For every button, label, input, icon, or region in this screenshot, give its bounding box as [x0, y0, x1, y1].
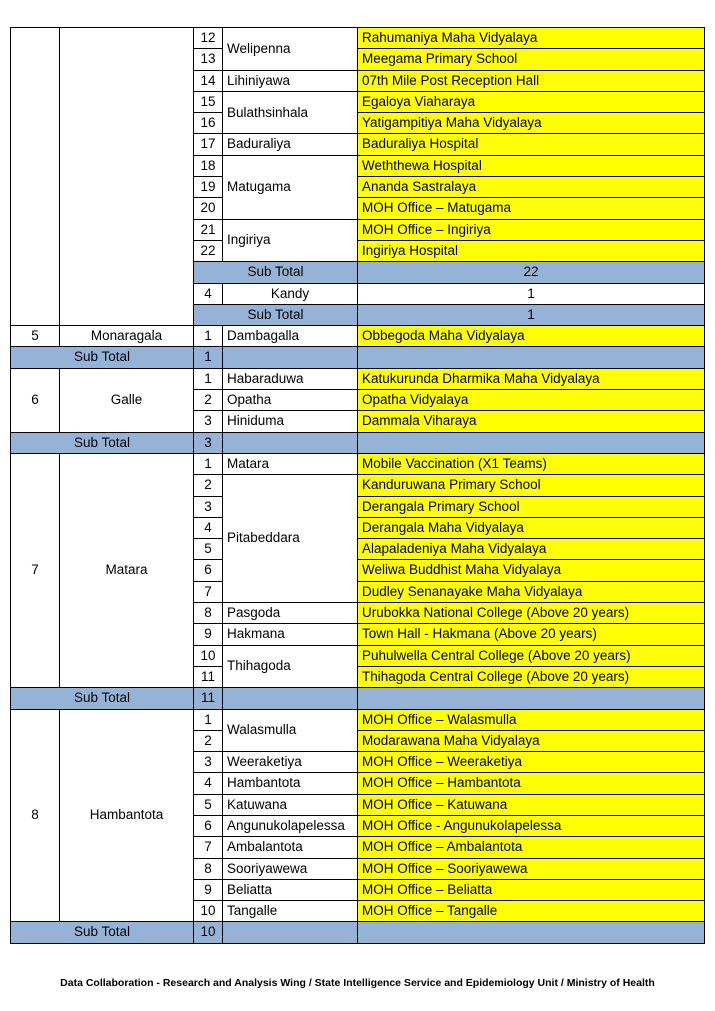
vaccination-location-cell: Urubokka National College (Above 20 years) [358, 603, 705, 624]
vaccination-location-cell: MOH Office – Tangalle [358, 901, 705, 922]
district-name-cell: Monaragala [60, 326, 194, 347]
moh-area-cell: Tangalle [223, 901, 358, 922]
vaccination-location-cell: Puhulwella Central College (Above 20 years) [358, 645, 705, 666]
centre-number-cell: 20 [194, 198, 223, 219]
vaccination-location-cell: MOH Office - Angunukolapelessa [358, 815, 705, 836]
centre-number-cell: 1 [194, 709, 223, 730]
vaccination-location-cell: Mobile Vaccination (X1 Teams) [358, 453, 705, 474]
moh-area-cell: Hakmana [223, 624, 358, 645]
subtotal-empty-cell [223, 347, 358, 368]
subtotal-count: 22 [358, 262, 705, 283]
vaccination-location-cell: Ananda Sastralaya [358, 177, 705, 198]
centre-number-cell: 4 [194, 773, 223, 794]
vaccination-centres-table [10, 27, 705, 944]
moh-area-cell: Thihagoda [223, 645, 358, 688]
subtotal-empty-cell [358, 922, 705, 943]
district-name-cell: Galle [60, 368, 194, 432]
subtotal-empty-cell [223, 922, 358, 943]
district-number-cell: 4 [194, 283, 223, 304]
vaccination-location-cell: Derangala Maha Vidyalaya [358, 517, 705, 538]
centre-number-cell: 5 [194, 794, 223, 815]
district-name-cell: Hambantota [60, 709, 194, 922]
centre-number-cell: 4 [194, 517, 223, 538]
subtotal-label: Sub Total [11, 688, 194, 709]
vaccination-location-cell: MOH Office – Matugama [358, 198, 705, 219]
moh-area-cell: Ingiriya [223, 219, 358, 262]
vaccination-location-cell: MOH Office – Ingiriya [358, 219, 705, 240]
moh-area-cell: Welipenna [223, 28, 358, 71]
centre-number-cell: 10 [194, 901, 223, 922]
centre-number-cell: 13 [194, 49, 223, 70]
centre-number-cell: 1 [194, 326, 223, 347]
vaccination-location-cell: Weththewa Hospital [358, 155, 705, 176]
centre-number-cell: 1 [358, 283, 705, 304]
vaccination-location-cell: Egaloya Viaharaya [358, 91, 705, 112]
moh-area-cell: Sooriyawewa [223, 858, 358, 879]
subtotal-row [11, 347, 705, 368]
centre-number-cell: 3 [194, 496, 223, 517]
vaccination-location-cell: MOH Office – Katuwana [358, 794, 705, 815]
centre-number-cell: 8 [194, 603, 223, 624]
moh-area-cell: Katuwana [223, 794, 358, 815]
moh-area-cell: Pasgoda [223, 603, 358, 624]
centre-number-cell: 3 [194, 752, 223, 773]
vaccination-location-cell: Obbegoda Maha Vidyalaya [358, 326, 705, 347]
vaccination-location-cell: Ingiriya Hospital [358, 240, 705, 261]
vaccination-location-cell: Town Hall - Hakmana (Above 20 years) [358, 624, 705, 645]
district-number-cell: 7 [11, 453, 60, 687]
subtotal-count: 10 [194, 922, 223, 943]
subtotal-row [11, 688, 705, 709]
vaccination-location-cell: MOH Office – Walasmulla [358, 709, 705, 730]
table-body [11, 28, 705, 944]
subtotal-label: Sub Total [11, 432, 194, 453]
centre-number-cell: 14 [194, 70, 223, 91]
table-row [11, 28, 705, 49]
district-name-cell: Matara [60, 453, 194, 687]
vaccination-location-cell: Rahumaniya Maha Vidyalaya [358, 28, 705, 49]
moh-area-cell: Hiniduma [223, 411, 358, 432]
centre-number-cell: 6 [194, 815, 223, 836]
moh-area-cell: Lihiniyawa [223, 70, 358, 91]
moh-area-cell: Matugama [223, 155, 358, 219]
vaccination-location-cell: Dudley Senanayake Maha Vidyalaya [358, 581, 705, 602]
vaccination-location-cell: MOH Office – Beliatta [358, 879, 705, 900]
subtotal-count: 3 [194, 432, 223, 453]
centre-number-cell: 9 [194, 879, 223, 900]
subtotal-empty-cell [223, 688, 358, 709]
centre-number-cell: 7 [194, 581, 223, 602]
centre-number-cell: 17 [194, 134, 223, 155]
vaccination-location-cell: MOH Office – Ambalantota [358, 837, 705, 858]
moh-area-cell: Opatha [223, 390, 358, 411]
district-name-cell [60, 28, 194, 326]
vaccination-location-cell: Dammala Viharaya [358, 411, 705, 432]
subtotal-row [11, 922, 705, 943]
centre-number-cell: 16 [194, 113, 223, 134]
centre-number-cell: 1 [194, 368, 223, 389]
subtotal-label: Sub Total [11, 347, 194, 368]
subtotal-empty-cell [358, 688, 705, 709]
centre-number-cell: 21 [194, 219, 223, 240]
centre-number-cell: 15 [194, 91, 223, 112]
vaccination-location-cell: Derangala Primary School [358, 496, 705, 517]
vaccination-location-cell: MOH Office – Weeraketiya [358, 752, 705, 773]
centre-number-cell: 2 [194, 730, 223, 751]
footer-credit: Data Collaboration - Research and Analysis Wing / State Intelligence Service and Epidemiology Unit / Ministry of Health [60, 977, 655, 989]
moh-area-cell: Baduraliya [223, 134, 358, 155]
district-name-cell: Kandy [223, 283, 358, 304]
centre-number-cell: 9 [194, 624, 223, 645]
subtotal-empty-cell [358, 432, 705, 453]
moh-area-cell: Angunukolapelessa [223, 815, 358, 836]
vaccination-location-cell: Thihagoda Central College (Above 20 years) [358, 666, 705, 687]
moh-area-cell: Bulathsinhala [223, 91, 358, 134]
subtotal-empty-cell [358, 347, 705, 368]
subtotal-label: Sub Total [194, 262, 358, 283]
centre-number-cell: 18 [194, 155, 223, 176]
table-row [11, 368, 705, 389]
subtotal-count: 1 [194, 347, 223, 368]
vaccination-location-cell: Alapaladeniya Maha Vidyalaya [358, 539, 705, 560]
centre-number-cell: 11 [194, 666, 223, 687]
moh-area-cell: Hambantota [223, 773, 358, 794]
vaccination-location-cell: MOH Office – Sooriyawewa [358, 858, 705, 879]
moh-area-cell: Weeraketiya [223, 752, 358, 773]
subtotal-label: Sub Total [11, 922, 194, 943]
district-number-cell: 8 [11, 709, 60, 922]
vaccination-location-cell: Baduraliya Hospital [358, 134, 705, 155]
vaccination-location-cell: Kanduruwana Primary School [358, 475, 705, 496]
vaccination-location-cell: 07th Mile Post Reception Hall [358, 70, 705, 91]
centre-number-cell: 7 [194, 837, 223, 858]
district-number-cell: 5 [11, 326, 60, 347]
moh-area-cell: Beliatta [223, 879, 358, 900]
district-number-cell [11, 28, 60, 326]
centre-number-cell: 6 [194, 560, 223, 581]
centre-number-cell: 22 [194, 240, 223, 261]
centre-number-cell: 19 [194, 177, 223, 198]
centre-number-cell: 8 [194, 858, 223, 879]
moh-area-cell: Dambagalla [223, 326, 358, 347]
centre-number-cell: 5 [194, 539, 223, 560]
vaccination-location-cell: MOH Office – Hambantota [358, 773, 705, 794]
centre-number-cell: 2 [194, 475, 223, 496]
vaccination-location-cell: Opatha Vidyalaya [358, 390, 705, 411]
vaccination-location-cell: Katukurunda Dharmika Maha Vidyalaya [358, 368, 705, 389]
moh-area-cell: Habaraduwa [223, 368, 358, 389]
table-row [11, 326, 705, 347]
vaccination-location-cell: Meegama Primary School [358, 49, 705, 70]
subtotal-empty-cell [223, 432, 358, 453]
district-number-cell: 6 [11, 368, 60, 432]
centre-number-cell: 10 [194, 645, 223, 666]
table-row [11, 453, 705, 474]
centre-number-cell: 2 [194, 390, 223, 411]
centre-number-cell: 3 [194, 411, 223, 432]
vaccination-location-cell: Weliwa Buddhist Maha Vidyalaya [358, 560, 705, 581]
moh-area-cell: Matara [223, 453, 358, 474]
moh-area-cell: Ambalantota [223, 837, 358, 858]
moh-area-cell: Walasmulla [223, 709, 358, 752]
centre-number-cell: 1 [194, 453, 223, 474]
subtotal-count: 1 [358, 304, 705, 325]
centre-number-cell: 12 [194, 28, 223, 49]
table-row [11, 709, 705, 730]
vaccination-location-cell: Yatigampitiya Maha Vidyalaya [358, 113, 705, 134]
moh-area-cell: Pitabeddara [223, 475, 358, 603]
subtotal-row [11, 432, 705, 453]
subtotal-count: 11 [194, 688, 223, 709]
vaccination-location-cell: Modarawana Maha Vidyalaya [358, 730, 705, 751]
subtotal-label: Sub Total [194, 304, 358, 325]
